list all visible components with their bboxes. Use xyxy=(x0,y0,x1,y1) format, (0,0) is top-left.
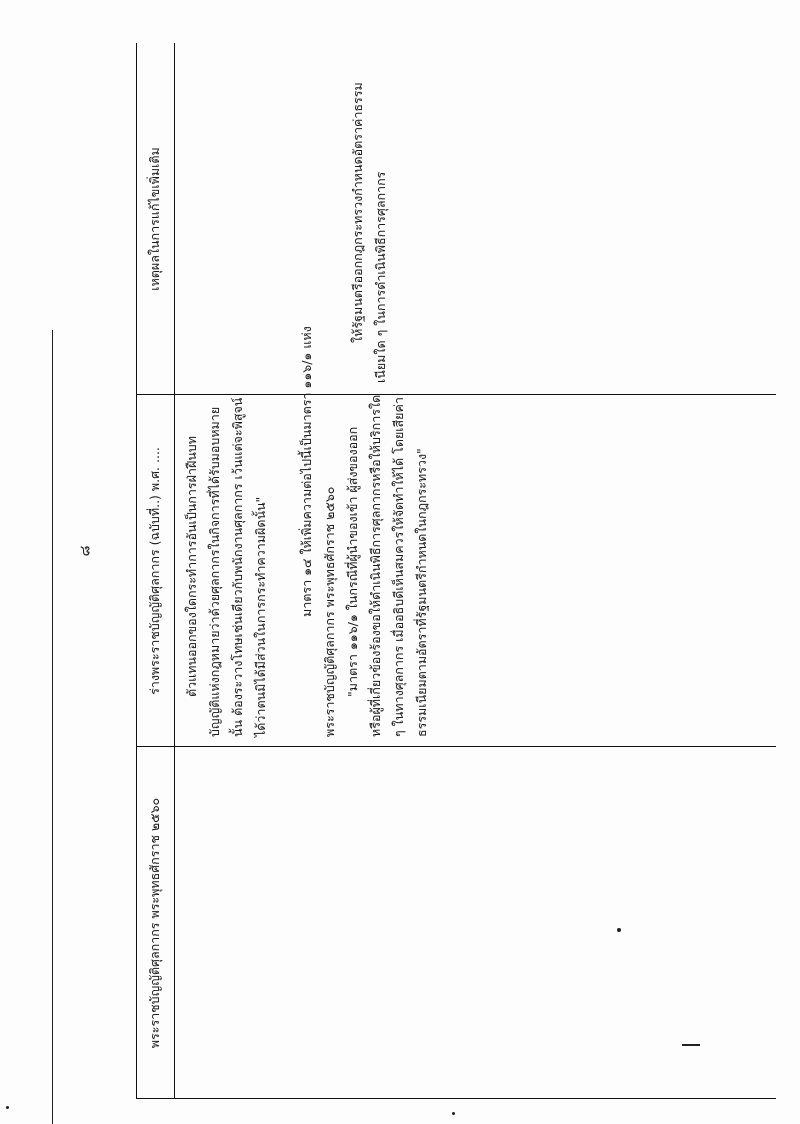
header-draft-act: ร่างพระราชบัญญัติศุลกากร (ฉบับที่..) พ.ศ. .... xyxy=(147,447,162,695)
draft-line-1: ตัวแทนออกของใดกระทำการอันเป็นการฝ่าฝืนบท xyxy=(184,436,199,697)
scan-speck xyxy=(617,928,621,932)
scan-speck xyxy=(452,1112,455,1115)
comparison-table xyxy=(136,43,776,1099)
header-reason: เหตุผลในการแก้ไขเพิ่มเติม xyxy=(147,147,162,291)
scan-mark xyxy=(682,1044,700,1046)
draft-line-6: พระราชบัญญัติศุลกากร พระพุทธศักราช ๒๕๖๐ xyxy=(322,486,337,737)
header-current-act: พระราชบัญญัติศุลกากร พระพุทธศักราช ๒๕๖๐ xyxy=(147,797,162,1049)
table-border-left xyxy=(136,1098,776,1099)
draft-line-9: ๆ ในทางศุลกากร เมื่ออธิบดีเห็นสมควรให้จัดทำให้ได้ โดยเสียค่า xyxy=(391,397,406,737)
column-divider-1 xyxy=(136,746,776,747)
reason-line-2: เนียมใด ๆ ในการดำเนินพิธีการศุลกากร xyxy=(373,171,388,383)
reason-line-1: ให้รัฐมนตรีออกกฎกระทรวงกำหนดอัตราค่าธรรม xyxy=(350,82,365,343)
reason-text xyxy=(346,82,392,383)
page-number: ๘ xyxy=(77,545,94,557)
draft-act-text xyxy=(180,326,433,737)
draft-line-10: ธรรมเนียมตามอัตราที่รัฐมนตรีกำหนดในกฎกระทรวง" xyxy=(414,448,429,737)
draft-line-2: บัญญัติแห่งกฎหมายว่าด้วยศุลกากรในกิจการที่ได้รับมอบหมาย xyxy=(207,406,222,737)
draft-line-8: หรือผู้ที่เกี่ยวข้องร้องขอให้ดำเนินพิธีการศุลกากรหรือให้บริการใด xyxy=(368,394,383,737)
draft-line-3: นั้น ต้องระวางโทษเช่นเดียวกับพนักงานศุลกากร เว้นแต่จะพิสูจน์ xyxy=(230,397,245,737)
draft-line-5: มาตรา ๑๔ ให้เพิ่มความต่อไปนี้เป็นมาตรา ๑๑๖/๑ แห่ง xyxy=(299,326,314,617)
rotated-table xyxy=(136,43,776,1099)
scan-speck xyxy=(6,1106,9,1109)
draft-line-7: "มาตรา ๑๑๖/๑ ในกรณีที่ผู้นำของเข้า ผู้ส่งของออก xyxy=(345,426,360,697)
draft-line-4: ได้ว่าตนมิได้มีส่วนในการกระทำความผิดนั้น" xyxy=(253,496,268,737)
scan-edge-line xyxy=(52,330,53,1124)
